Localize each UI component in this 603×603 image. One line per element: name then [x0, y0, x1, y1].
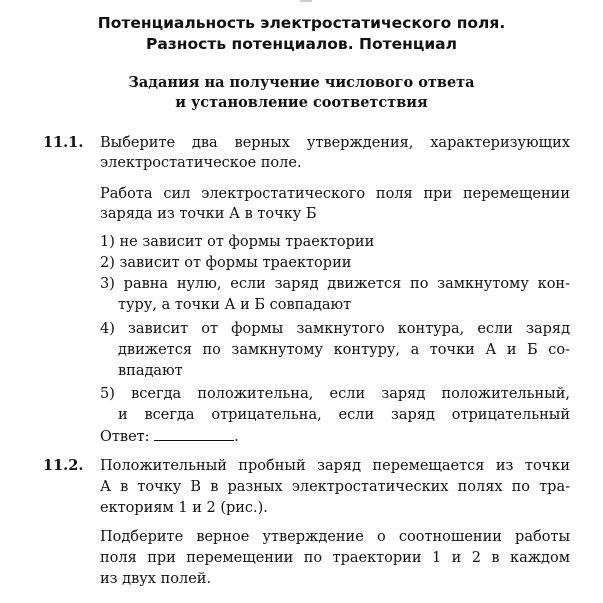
- task-number-11-1: 11.1.: [43, 134, 84, 151]
- task-11-2-lead-line: из двух полей.: [100, 571, 212, 587]
- option-2: 2) зависит от формы траектории: [100, 255, 352, 271]
- option-4-line: движется по замкнутому контуру, а точки А и Б со-: [118, 342, 570, 358]
- task-11-1-prompt-line: электростатическое поле.: [100, 155, 302, 171]
- option-1: 1) не зависит от формы траектории: [100, 234, 375, 250]
- section-heading-line-1: Задания на получение числового ответа: [128, 74, 475, 91]
- task-11-2-prompt-line: Положительный пробный заряд перемещается из точки: [100, 458, 570, 474]
- option-3-line: туру, а точки А и Б совпадают: [118, 297, 352, 313]
- answer-blank[interactable]: [154, 428, 234, 441]
- task-11-2-prompt-line: екториям 1 и 2 (рис.).: [100, 500, 268, 516]
- answer-label: Ответ:: [100, 429, 150, 445]
- option-4-line: впадают: [118, 363, 183, 379]
- task-11-2-prompt-line: А в точку В в разных электростатических полях по тра-: [100, 479, 570, 495]
- task-11-2-lead-line: Подберите верное утверждение о соотношении работы: [100, 529, 570, 545]
- chapter-title-line-2: Разность потенциалов. Потенциал: [145, 35, 457, 53]
- option-5-line: и всегда отрицательна, если заряд отрицательный: [118, 407, 570, 423]
- answer-row: [100, 427, 570, 447]
- option-5-line: 5) всегда положительна, если заряд положительный,: [100, 386, 570, 402]
- task-11-1-lead-line: заряда из точки А в точку Б: [100, 206, 317, 222]
- option-3-line: 3) равна нулю, если заряд движется по замкнутому кон-: [100, 276, 570, 292]
- option-4-line: 4) зависит от формы замкнутого контура, если заряд: [100, 321, 570, 337]
- answer-period: .: [234, 429, 239, 445]
- chapter-title-line-1: Потенциальность электростатического поля.: [97, 14, 506, 32]
- task-number-11-2: 11.2.: [43, 457, 84, 474]
- task-11-1-prompt-line: Выберите два верных утверждения, характеризующих: [100, 135, 570, 151]
- page-number-remnant: [300, 0, 312, 2]
- task-11-1-lead-line: Работа сил электростатического поля при перемещении: [100, 186, 570, 202]
- section-heading-line-2: и установление соответствия: [175, 94, 428, 111]
- task-11-2-lead-line: поля при перемещении по траектории 1 и 2 в каждом: [100, 550, 570, 566]
